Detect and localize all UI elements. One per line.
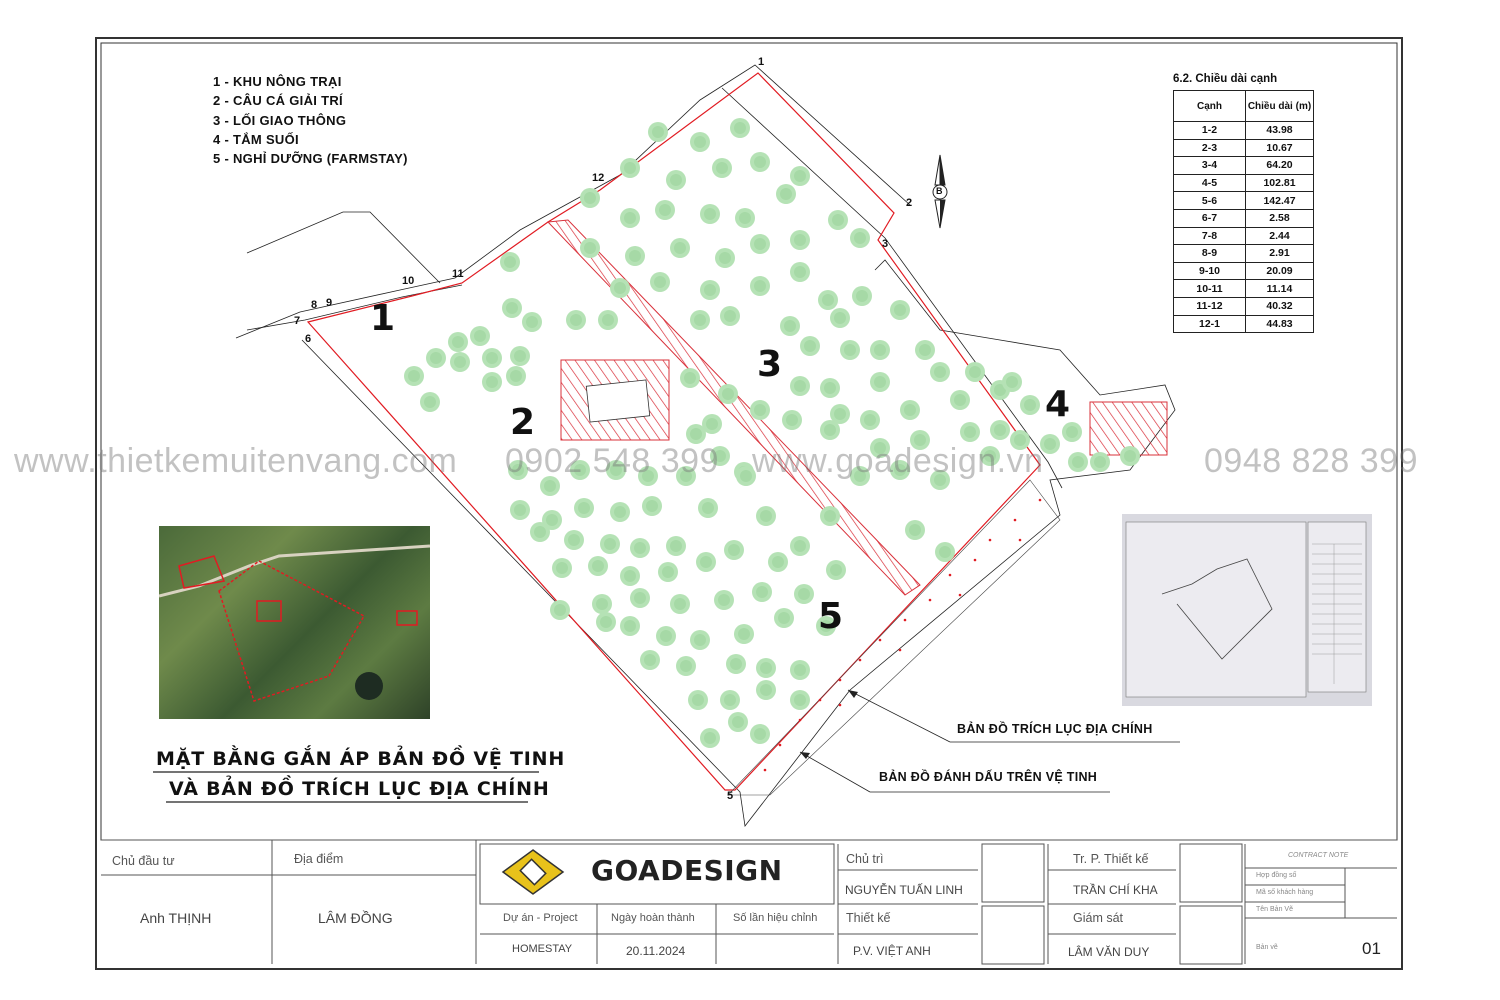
edge-name-cell: 8-9 [1174, 245, 1246, 263]
edge-name-cell: 10-11 [1174, 280, 1246, 298]
legend-item-farm: 1 - KHU NÔNG TRẠI [213, 74, 342, 89]
edge-length-cell: 2.91 [1246, 245, 1314, 263]
designer-label: Thiết kế [846, 911, 891, 925]
table-header: Chiều dài (m) [1246, 91, 1314, 122]
edge-length-cell: 40.32 [1246, 297, 1314, 315]
edge-name-cell: 11-12 [1174, 297, 1246, 315]
point-label: 11 [452, 268, 464, 280]
point-label: 10 [402, 275, 415, 287]
lead-label: Chủ trì [846, 852, 884, 866]
table-row [1174, 315, 1314, 333]
edge-name-cell: 12-1 [1174, 315, 1246, 333]
brand-name: GOADESIGN [591, 854, 783, 887]
table-header: Cạnh [1174, 91, 1246, 122]
callout-cadastral: BẢN ĐỒ TRÍCH LỤC ĐỊA CHÍNH [957, 722, 1153, 736]
table-row [1174, 209, 1314, 227]
point-label: 12 [592, 172, 605, 184]
edge-length-cell: 43.98 [1246, 122, 1314, 140]
drawing-title: MẶT BẰNG GẮN ÁP BẢN ĐỒ VỆ TINH [156, 748, 566, 770]
point-label: 5 [727, 790, 734, 802]
sheet-label: Bản vẽ [1256, 944, 1278, 951]
owner-value: Anh THỊNH [140, 910, 212, 926]
edge-length-cell: 142.47 [1246, 192, 1314, 210]
legend-item-bathing: 4 - TẮM SUỐI [213, 132, 299, 147]
table-row [1174, 157, 1314, 175]
zone-label: 5 [818, 596, 844, 637]
point-label: 9 [326, 297, 333, 309]
watermark-text: www.goadesign.vn [752, 442, 1044, 480]
table-row [1174, 192, 1314, 210]
zone-label: 4 [1045, 384, 1071, 425]
goadesign-logo-icon [503, 850, 563, 894]
legend-item-traffic: 3 - LỐI GIAO THÔNG [213, 113, 347, 128]
table-row [1174, 280, 1314, 298]
watermark-text: 0902 548 399 [505, 442, 719, 480]
edge-name-cell: 4-5 [1174, 174, 1246, 192]
project-value: HOMESTAY [512, 943, 573, 955]
watermark-text: www.thietkemuitenvang.com [14, 442, 458, 480]
edge-length-cell: 10.67 [1246, 139, 1314, 157]
table-row [1174, 245, 1314, 263]
project-label: Dự án - Project [503, 912, 578, 924]
edge-length-cell: 2.44 [1246, 227, 1314, 245]
drawing-subtitle: VÀ BẢN ĐỒ TRÍCH LỤC ĐỊA CHÍNH [169, 778, 550, 800]
edge-name-cell: 3-4 [1174, 157, 1246, 175]
owner-label: Chủ đầu tư [112, 854, 175, 868]
revision-label: Số lần hiệu chỉnh [733, 912, 818, 924]
supervisor-label: Giám sát [1073, 911, 1124, 925]
watermark-text: 0948 828 399 [1204, 442, 1418, 480]
edge-name-cell: 6-7 [1174, 209, 1246, 227]
edge-length-cell: 44.83 [1246, 315, 1314, 333]
table-row [1174, 122, 1314, 140]
location-value: LÂM ĐỒNG [318, 910, 393, 926]
date-label: Ngày hoàn thành [611, 912, 695, 924]
head-value: TRẦN CHÍ KHA [1073, 883, 1158, 897]
date-value: 20.11.2024 [626, 944, 686, 958]
edge-name-cell: 7-8 [1174, 227, 1246, 245]
table-row [1174, 139, 1314, 157]
cadastral-map-photo [1122, 514, 1372, 706]
edge-length-table [1173, 90, 1314, 333]
north-label: B [936, 186, 943, 196]
edge-name-cell: 1-2 [1174, 122, 1246, 140]
contract-note-label: CONTRACT NOTE [1288, 852, 1349, 859]
point-label: 2 [906, 197, 913, 209]
zone-label: 2 [510, 402, 536, 443]
edge-length-cell: 2.58 [1246, 209, 1314, 227]
zone-label: 1 [370, 298, 396, 339]
callout-satellite: BẢN ĐỒ ĐÁNH DẤU TRÊN VỆ TINH [879, 770, 1098, 784]
neighbor-lot-outline [247, 212, 440, 283]
table-row [1174, 262, 1314, 280]
table-row [1174, 174, 1314, 192]
table-row [1174, 227, 1314, 245]
edge-name-cell: 2-3 [1174, 139, 1246, 157]
point-label: 3 [882, 238, 889, 250]
edge-name-cell: 9-10 [1174, 262, 1246, 280]
point-label: 7 [294, 315, 301, 327]
satellite-image [159, 526, 430, 719]
edge-name-cell: 5-6 [1174, 192, 1246, 210]
legend-item-farmstay: 5 - NGHỈ DƯỠNG (FARMSTAY) [213, 151, 408, 166]
edge-table-title: 6.2. Chiều dài cạnh [1173, 73, 1278, 85]
edge-length-cell: 64.20 [1246, 157, 1314, 175]
edge-length-cell: 102.81 [1246, 174, 1314, 192]
head-label: Tr. P. Thiết kế [1073, 852, 1149, 866]
edge-length-cell: 11.14 [1246, 280, 1314, 298]
drawing-name-label: Tên Bản Vẽ [1256, 906, 1293, 913]
point-label: 8 [311, 299, 318, 311]
edge-length-cell: 20.09 [1246, 262, 1314, 280]
client-code-label: Mã số khách hàng [1256, 889, 1314, 896]
sheet-number: 01 [1362, 939, 1381, 958]
location-label: Địa điểm [294, 852, 344, 866]
supervisor-value: LÂM VĂN DUY [1068, 945, 1150, 959]
lead-value: NGUYỄN TUẤN LINH [845, 883, 963, 897]
legend-item-fishing: 2 - CÂU CÁ GIẢI TRÍ [213, 93, 343, 108]
zone-label: 3 [757, 344, 783, 385]
table-row [1174, 297, 1314, 315]
point-label: 1 [758, 56, 765, 68]
designer-value: P.V. VIỆT ANH [853, 944, 931, 958]
point-label: 6 [305, 333, 312, 345]
contract-no-label: Hợp đồng số [1256, 872, 1297, 879]
